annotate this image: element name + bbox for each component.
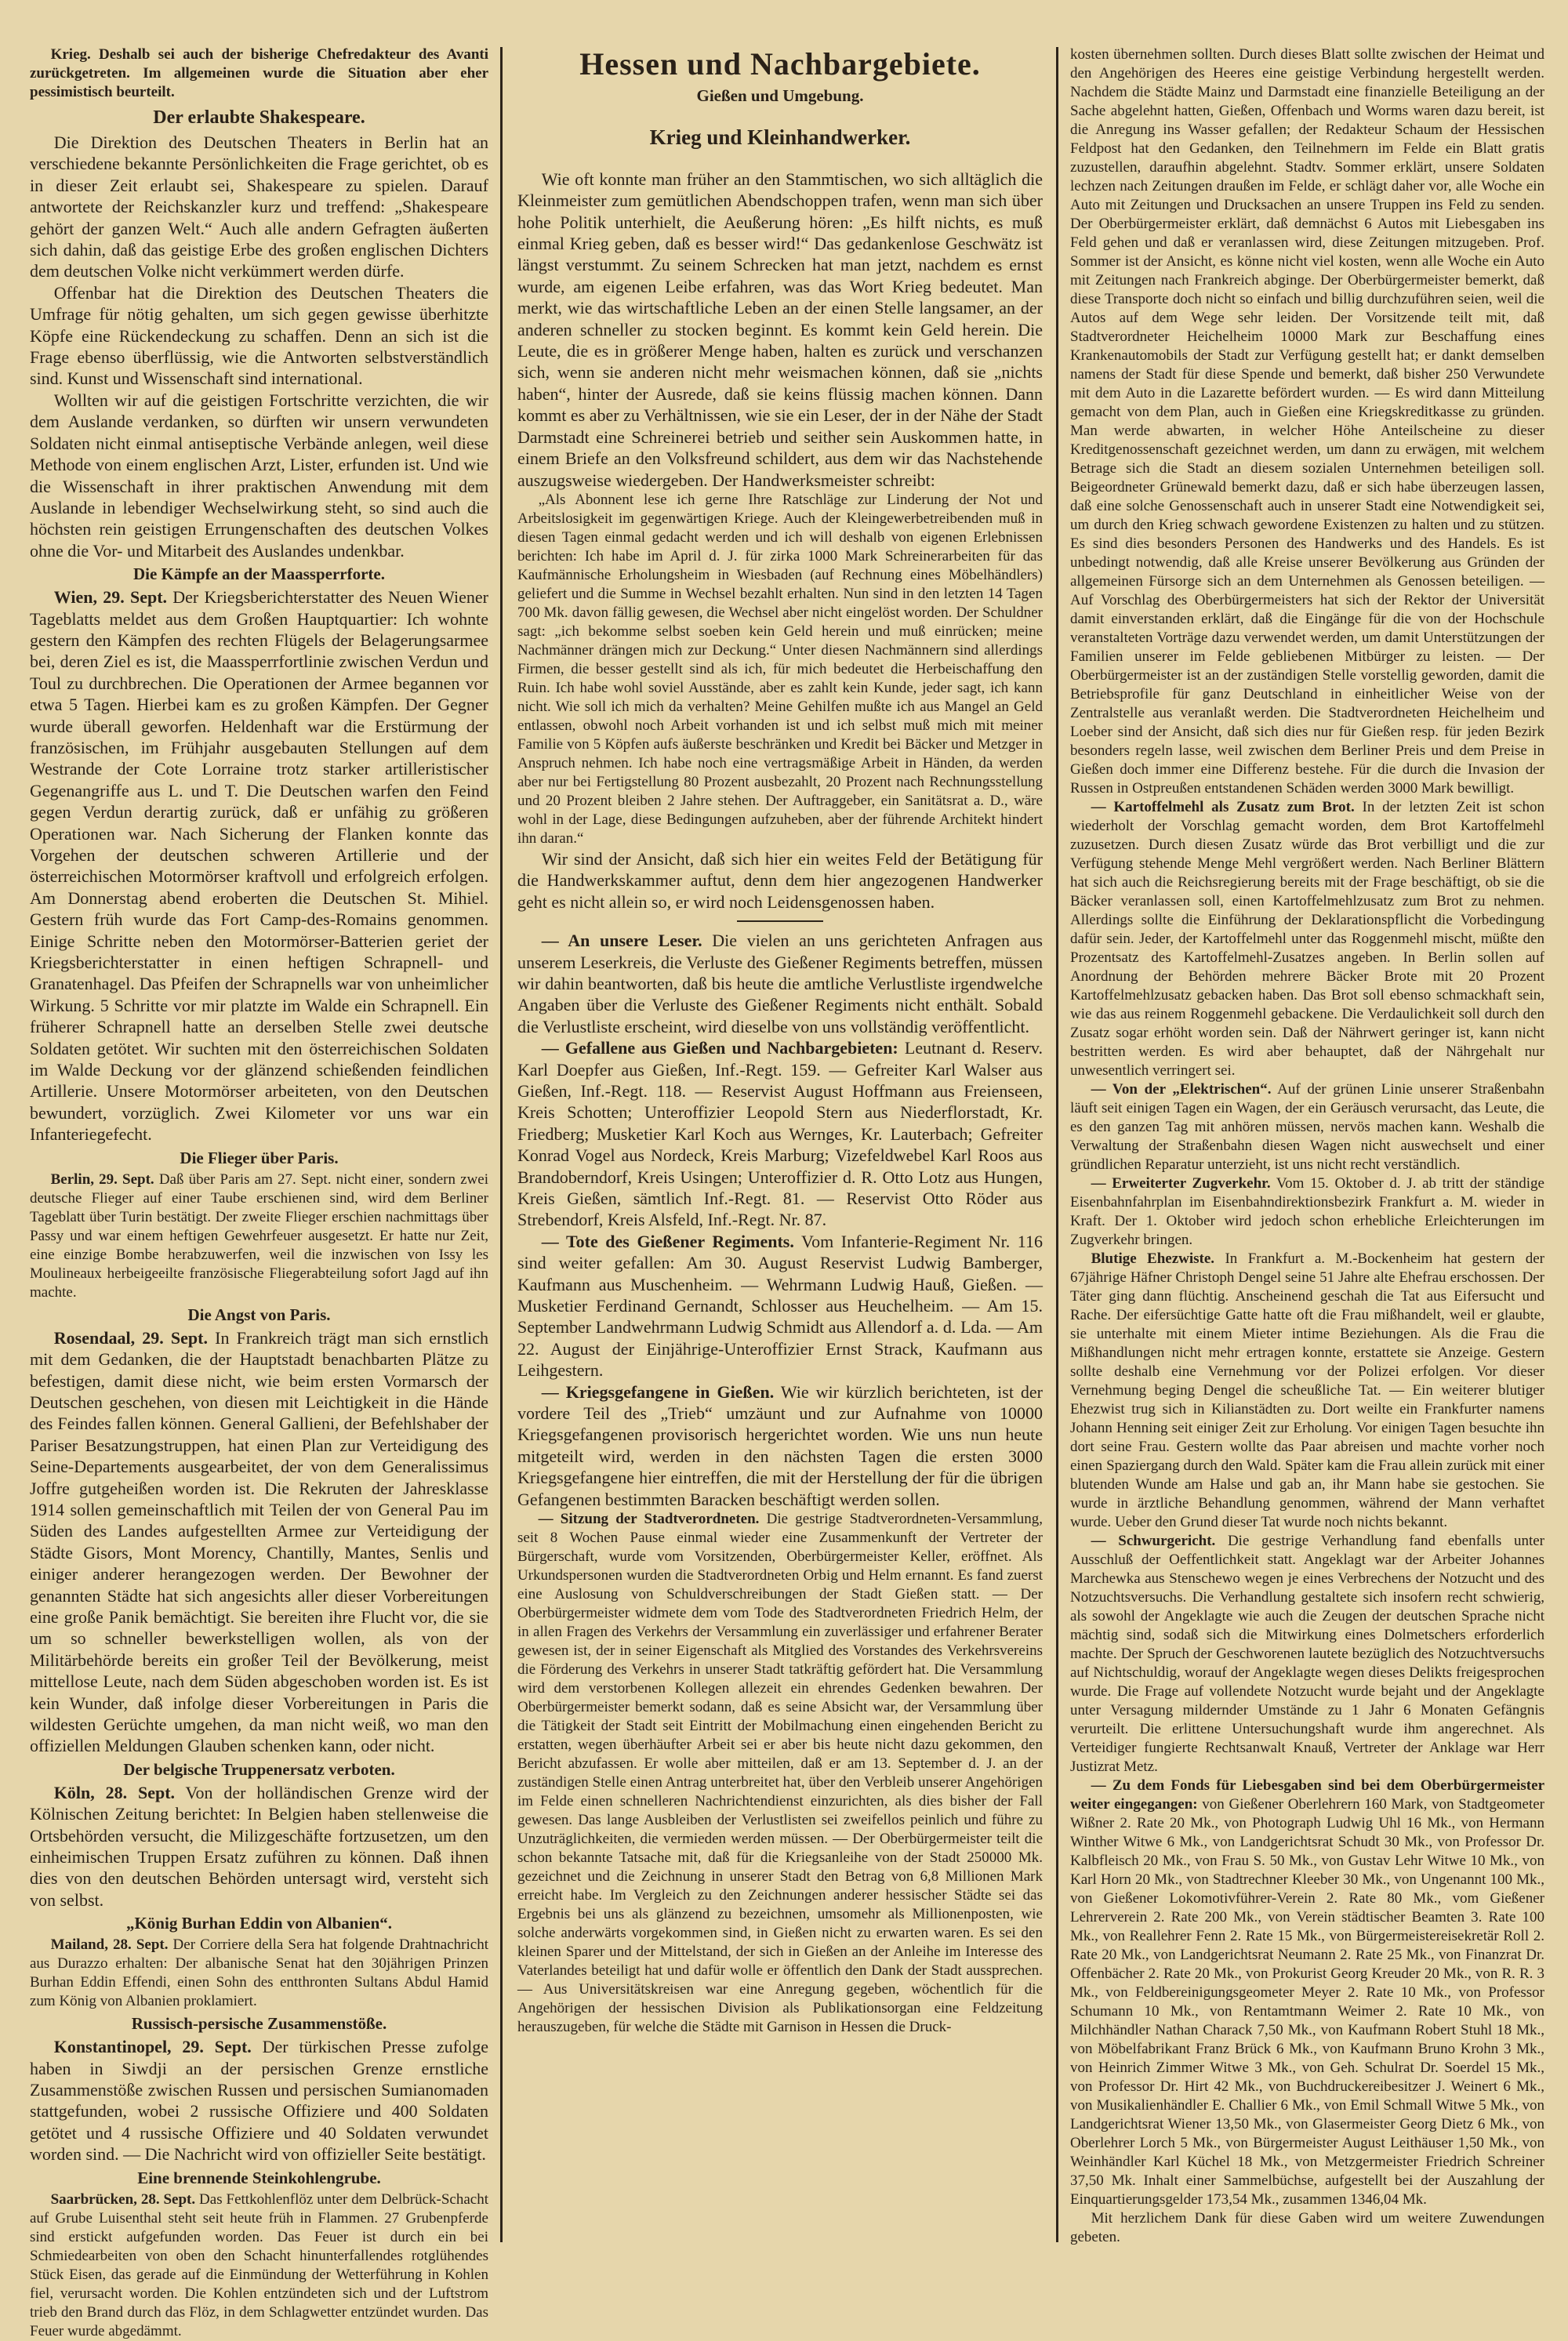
article-paragraph (1070, 1174, 1544, 1250)
article-text: Die vielen an uns gerichteten Anfragen aus unserem Leserkreis, die Verluste des Gießener Regiments betreffen, müssen wir dahin beantworten, daß bis heute die amtliche Verlustliste irgendwelche Angaben über die Verluste des Gießener Regiments nicht enthält. Sobald die Verlustliste erscheint, wird dieselbe von uns vollständig veröffentlicht. (517, 931, 1043, 1036)
article-paragraph (1070, 1777, 1544, 2209)
dateline: — Schwurgericht. (1091, 1533, 1216, 1549)
article-paragraph (517, 848, 1043, 913)
article-paragraph (30, 586, 488, 1145)
article-text: Auf der grünen Linie unserer Straßenbahn läuft seit einigen Tagen ein Wagen, der ein Geräusch verursacht, das Leute, die es den ganzen Tag mit anhören müssen, nervös machen kann. Weshalb die Verwaltung der Straßenbahn diesen Wagen nicht auswechselt und einer gründlichen Reparatur unterzieht, ist uns nicht recht verständlich. (1070, 1081, 1544, 1173)
article-text: Wie wir kürzlich berichteten, ist der vordere Teil des „Trieb“ umzäunt und zur Aufnahme von 10000 Kriegsgefangenen provisorisch hergerichtet worden. Wie uns nun heute mitgeteilt wird, werden in den nächsten Tagen die ersten 3000 Kriegsgefangene hier eintreffen, die mit der Herstellung der für die übrigen Gefangenen bestimmten Baracken beschäftigt werden sollen. (517, 1381, 1043, 1509)
article-text: Offenbar hat die Direktion des Deutschen Theaters die Umfrage für nötig gehalten, um sich gegen gewisse überhitzte Köpfe eine Rückendeckung zu schaffen. Denn an sich ist die Frage ebenso überflüssig, wie die Antworten selbstverständlich sind. Kunst und Wissenschaft sind international. (30, 282, 488, 389)
dateline: — An unsere Leser. (541, 931, 702, 951)
article-text: kosten übernehmen sollten. Durch dieses Blatt sollte zwischen der Heimat und den Angehörigen des Heeres eine geistige Verbindung hergestellt werden. Nachdem die Städte Mainz und Darmstadt eine finanzielle Beteiligung an der Sache abgelehnt hatten, Gießen, Offenbach und Worms waren dazu bereit, ist die Anregung ins Wasser gefallen; der Redakteur Schaum der Hessischen Feldpost hat den Gedanken, den Teilnehmern im Felde ein Blatt gratis zuzustellen, daraufhin abgelehnt. Stadtv. Sommer erklärt, unsere Soldaten lechzen nach Zeitungen draußen im Felde, er schlägt daher vor, alle Woche ein Auto mit Zeitungen und Drucksachen an unsere Truppen ins Feld zu senden. Der Oberbürgermeister erklärt, daß demnächst 6 Autos mit Liebesgaben ins Feld gehen und daß er veranlassen wird, diese Zeitungen mitzugeben. Prof. Sommer ist der Ansicht, es könne nicht viel kosten, wenn alle Woche ein Auto mit Zeitungen nach Frankreich abginge. Der Oberbürgermeister bemerkt, daß diese Transporte doch nicht so einfach und billig durchzuführen seien, weil die Autos auf dem Wege sehr leiden. Der Vorsitzende teilt mit, daß Stadtverordneter Heichelheim 10000 Mark zur Beschaffung eines Krankenautomobils der Stadt zur Verfügung gestellt hat; er dankt demselben namens der Stadt für diese Spende und bemerkt, daß bisher 250 Verwundete mit dem Auto in die Lazarette befördert wurden. — Es wird dann Mitteilung gemacht von dem Plan, auch in Gießen eine Kriegskreditkasse zu gründen. Man werde abwarten, in welcher Höhe Anteilscheine zu dieser Kreditgenossenschaft gezeichnet werden, um dann zu erwägen, mit welchem Betrage sich die Stadt an diesem sozialen Unternehmen beteiligen soll. Beigeordneter Grünewald bemerkt dazu, daß er sich habe überzeugen lassen, daß eine solche Genossenschaft auch in unserer Stadt eine Notwendigkeit sei, um durch den Krieg schwach gewordene Existenzen zu halten und zu stützen. Es sind dies besonders Personen des Handwerks und des Handels. Es ist unbedingt notwendig, daß alle Kreise unserer Bevölkerung aus Gründen der allgemeinen Fürsorge sich an dem Unternehmen als Genossen beteiligen. — Auf Vorschlag des Oberbürgermeisters hat sich der Rektor der Universität damit einverstanden erklärt, daß die Eingänge für die von der Hochschule veranstalteten Vorträge dazu verwendet werden, um damit Unterstützungen der Familien unserer im Felde gebliebenen Mitbürger zu leisten. — Der Oberbürgermeister ist an der zuständigen Stelle vorstellig geworden, damit die Betriebsprofile für ganz Deutschland in einheitlicher Weise von der Zentralstelle aus veranlaßt werden. Die Stadtverordneten Heichelheim und Loeber sind der Ansicht, daß sich dies nur für Gießen resp. für jeden Bezirk besonders regeln lasse, weil zwischen dem Berliner Preis und dem Preise in Gießen doch immer eine Differenz bestehe. Für die durch die Invasion der Russen in Ostpreußen entstandenen Schäden werden 3000 Mark bewilligt. (1070, 46, 1544, 797)
article-paragraph (30, 132, 488, 282)
article-text: Der erlaubte Shakespeare. (153, 107, 365, 128)
article-text: Hessen und Nachbargebiete. (579, 46, 981, 82)
dateline: Rosendaal, 29. Sept. (53, 1327, 208, 1348)
column-2 (517, 45, 1043, 2248)
article-text: Die gestrige Stadtverordneten-Versammlung, seit 8 Wochen Pause einmal wieder eine Zusammenkunft der Vertreter der Bürgerschaft, wurde vom Vorsitzenden, Oberbürgermeister Keller, eröffnet. Als Urkundspersonen wurden die Stadtverordneten Orbig und Helm ernannt. Es fand zuerst eine Auslosung von Schuldverschreibungen der Stadt Gießen statt. — Der Oberbürgermeister widmete dem vom Tode des Stadtverordneten Friedrich Helm, der in allen Fragen des Verkehrs der Versammlung ein zuverlässiger und erfahrener Berater gewesen ist, der in seiner Eigenschaft als Mitglied des Vorstandes des Verkehrsvereins die Förderung des Verkehrs in unserer Stadt tatkräftig gefördert hat. Die Versammlung wird dem verstorbenen Kollegen allezeit ein ehrendes Gedenken bewahren. Der Oberbürgermeister bemerkt sodann, daß es seine Absicht war, der Versammlung über die Tätigkeit der Stadt seit Eintritt der Mobilmachung einen eingehenden Bericht zu erstatten, wegen überhäufter Arbeit sei er aber bis heute nicht dazu gekommen, den Bericht abzufassen. Er wolle aber mitteilen, daß er am 13. September d. J. an der zuständigen Stelle einen Antrag unterbreitet hat, über den Verbleib unserer Angehörigen im Felde einen schnelleren Nachrichtendienst einzurichten, als dies bisher der Fall gewesen. Das lange Ausbleiben der Verlustlisten sei zweifellos peinlich und führe zu Unzuträglichkeiten, die vermieden werden müssen. — Der Oberbürgermeister teilt die schon bekannte Tatsache mit, daß für die Kriegsanleihe von der Stadt 250000 Mk. gezeichnet und die Zeichnung in unserer Stadt den Betrag von 6,8 Millionen Mark erreicht habe. Im Vergleich zu den Zeichnungen anderer hessischer Städte sei das Ergebnis bei uns als glänzend zu bezeichnen, umsomehr als Millionenposten, wie solche anderwärts vorgekommen sind, in Gießen nicht zu erwarten waren. Es sei den kleinen Sparer und der Mittelstand, der sich in Gießen an der Anleihe im Interesse des Vaterlandes beteiligt hat und dafür wolle er öffentlich den Dank der Stadt aussprechen. — Aus Universitätskreisen war eine Anregung gegeben, wöchentlich für die Angehörigen der hessischen Division als Publikationsorgan eine Feldzeitung herauszugeben, für welche die Städte mit Garnison in Hessen die Druck- (517, 1511, 1044, 2036)
article-text: Krieg. Deshalb sei auch der bisherige Chefredakteur des Avanti zurückgetreten. Im allgemeinen wurde die Situation aber eher pessimistisch beurteilt. (30, 46, 488, 100)
article-paragraph (517, 930, 1043, 1037)
article-paragraph (30, 282, 488, 390)
dateline: — Tote des Gießener Regiments. (541, 1231, 794, 1251)
article-text: Wir sind der Ansicht, daß sich hier ein weites Feld der Betätigung für die Handwerkskammer auftut, denn dem hier angezogenen Handwerker geht es nicht allein so, er wird noch Leidensgenossen haben. (517, 848, 1043, 912)
article-text: In Frankreich trägt man sich ernstlich mit dem Gedanken, die der Hauptstadt benachbarten Plätze zu befestigen, damit diese nicht, wie beim ersten Vormarsch der Deutschen geschehen, von diesen mit Leichtigkeit in die Hände des Feindes fallen können. General Gallieni, der Befehlshaber der Pariser Besatzungstruppen, hat einen Plan zur Verteidigung des Seine-Departements ausgearbeitet, der von dem Generalissimus Joffre gutgeheißen worden ist. Die Rekruten der Jahresklasse 1914 sollen gemeinschaftlich mit Teilen der von General Pau im Süden des Landes aufgestellten Armee zur Verteidigung der Städte Gisors, Mont Morency, Chantilly, Mantes, Senlis und einiger anderer herangezogen werden. Der Bewohner der genannten Städte hat sich angesichts aller dieser Vorbereitungen eine große Panik bemächtigt. Sie bereiten ihre Flucht vor, die sie um so schneller bewerkstelligen wollen, als von der Militärbehörde bereits ein großer Teil der Bevölkerung, meist mittellose Leute, nach dem Süden abgeschoben worden ist. Es ist kein Wunder, daß infolge dieser Vorbereitungen in Paris die wildesten Gerüchte umgehen, da man nicht weiß, wo man den offiziellen Meldungen Glauben schenken kann, oder nicht. (30, 1327, 489, 1756)
dateline: Saarbrücken, 28. Sept. (50, 2190, 196, 2208)
article-paragraph (30, 1782, 488, 1911)
article-text: Die gestrige Verhandlung fand ebenfalls unter Ausschluß der Oeffentlichkeit statt. Angeklagt war der Arbeiter Johannes Marchewka aus Stenschewo wegen je eines Verbrechens der Notzucht und des Notzuchtsversuchs. Die Verhandlung gestaltete sich insofern recht schwierig, als sowohl der Angeklagte wie auch die Zeugen der deutschen Sprache nicht mächtig sind, sodaß sich die Mitwirkung eines Dolmetschers erforderlich machte. Der Spruch der Geschworenen lautete bezüglich des Notzuchtversuchs auf Nichtschuldig, worauf der Angeklagte wegen dieses Delikts freigesprochen wurde. Die Frage auf vollendete Notzucht wurde bejaht und der Angeklagte unter Versagung mildernder Umstände zu 1 Jahr 6 Monaten Gefängnis verurteilt. Die erlittene Untersuchungshaft wurde ihm angerechnet. Als Verteidiger fungierte Rechtsanwalt Knauß, Vertreter der Anklage war Herr Justizrat Metz. (1070, 1533, 1544, 1775)
column-3 (1070, 45, 1544, 2248)
article-text: Krieg und Kleinhandwerker. (649, 125, 911, 150)
article-headline (30, 1147, 488, 1169)
article-headline (30, 2013, 488, 2034)
article-paragraph (517, 1381, 1043, 1510)
dateline: Wien, 29. Sept. (53, 587, 168, 608)
article-paragraph (30, 1936, 488, 2011)
dateline: — Kriegsgefangene in Gießen. (541, 1381, 775, 1402)
article-paragraph (30, 390, 488, 561)
article-text: Die Kämpfe an der Maassperrforte. (133, 564, 385, 584)
article-text: Der Corriere della Sera hat folgende Drahtnachricht aus Durazzo erhalten: Der albanische Senat hat den 30jährigen Prinzen Burhan Eddin Effendi, einen Sohn des entthronten Sultans Abdul Hamid zum König von Albanien proklamiert. (30, 1936, 488, 2010)
article-text: Vom 15. Oktober d. J. ab tritt der ständige Eisenbahnfahrplan im Eisenbahndirektionsbezirk Frankfurt a. M. wieder in Kraft. Der 1. Oktober wird jedoch schon erhebliche Erleichterungen im Zugverkehr bringen. (1070, 1175, 1544, 1248)
article-headline (517, 124, 1043, 151)
article-text: Mit herzlichem Dank für diese Gaben wird um weitere Zuwendungen gebeten. (1070, 2210, 1544, 2245)
section-separator (737, 920, 823, 922)
article-text: „Als Abonnent lese ich gerne Ihre Ratschläge zur Linderung der Not und Arbeitslosigkeit im gegenwärtigen Kriege. Auch der Kleingewerbetreibenden muß in diesen Tagen einmal gedacht werden und ich will deshalb von eigenen Erlebnissen berichten: Ich habe im April d. J. für zirka 1000 Mark Schreinerarbeiten für das Kaufmännische Erholungsheim in Wiesbaden (auf Rechnung eines Möbelhändlers) geliefert und die Summe in Wechsel bezahlt erhalten. Nun sind in den letzten 14 Tagen 700 Mk. davon fällig gewesen, die Wechsel aber nicht eingelöst worden. Der Schuldner sagt: „ich bekomme selbst soeben kein Geld herein und muß einrücken; meine Nachmänner drängen mich zur Deckung.“ Unter diesen Nachmännern sind allerdings Firmen, die besser gestellt sind als ich, für mich bedeutet die Herbeischaffung den Ruin. Ich habe wohl soviel Ausstände, aber es zahlt kein Kunde, jeder sagt, ich kann nicht. Wie soll ich mich da verhalten? Meine Gehilfen mußte ich aus Mangel an Geld entlassen, obwohl noch Arbeit vorhanden ist und ich selbst muß mich mit meiner Familie von 5 Köpfen aufs äußerste beschränken und Kredit bei Bäcker und Metzger in Anspruch nehmen. Ich habe noch eine vertragsmäßige Arbeit in Händen, da werden aber nur bei Fertigstellung 80 Prozent ausbezahlt, 20 Prozent nach Rechnungsstellung und 20 Prozent bleiben 2 Jahre stehen. Der Auftraggeber, ein Sanitätsrat a. D., wäre wohl in der Lage, diese Bedingungen aufzuheben, aber der führende Architekt hindert ihn daran.“ (517, 491, 1043, 847)
article-text: Wie oft konnte man früher an den Stammtischen, wo sich alltäglich die Kleinmeister zum gemütlichen Abendschoppen trafen, wenn man sich über hohe Politik unterhielt, die Aeußerung hören: „Es hilft nichts, es muß einmal Krieg geben, daß es besser wird!“ Das gedankenlose Geschwätz ist längst verstummt. Zu seinem Schrecken hat man jetzt, nachdem es ernst wurde, am eigenen Leibe erfahren, was das Wort Krieg bedeutet. Man merkt, wie das wirtschaftliche Leben an der einen Stelle langsamer, an der anderen schneller zu stocken beginnt. Es kommt kein Geld herein. Die Leute, die es in größerer Menge haben, halten es zurück und verschanzen sich, wenn sie anderen nicht mehr weismachen können, daß sie „nichts haben“, hinter der Ausrede, daß sie keins flüssig machen können. Dann kommt es aber zu Verhältnissen, wie sie ein Leser, der in der Nähe der Stadt Darmstadt eine Schreinerei betrieb und seither sein Auskommen hatte, in einem Briefe an den Volksfreund schildert, aus dem wir das Nachstehende auszugsweise wiedergeben. Der Handwerksmeister schreibt: (517, 169, 1043, 490)
article-headline (517, 85, 1043, 107)
dateline: Blutige Ehezwiste. (1091, 1250, 1215, 1267)
article-paragraph (517, 491, 1043, 848)
article-text: Der türkischen Presse zufolge haben in Siwdji an der persischen Grenze ernstliche Zusammenstöße zwischen Russen und persischen Sumianomaden stattgefunden, wobei 2 russische Offiziere und 400 Soldaten getötet und 4 russische Offiziere und 40 Soldaten verwundet worden sind. — Die Nachricht wird von offizieller Seite bestätigt. (30, 2037, 488, 2165)
article-paragraph (30, 2190, 488, 2341)
article-paragraph (1070, 1532, 1544, 1777)
dateline: Mailand, 28. Sept. (50, 1936, 169, 1954)
article-headline (30, 563, 488, 585)
article-text: Das Fettkohlenflöz unter dem Delbrück-Schacht auf Grube Luisenthal steht seit heute früh in Flammen. 27 Grubenpferde sind erstickt aufgefunden worden. Das Feuer ist durch ein bei Schmiedearbeiten von oben den Schacht hinunterfallendes rotglühendes Stück Eisen, das gerade auf die Einmündung der Wetterführung in Kohlen fiel, verursacht worden. Die Kohlen entzündeten sich und der Luftstrom trieb den Brand durch das Flöz, in dem Schlagwetter entzündet wurden. Das Feuer wurde abgedämmt. (30, 2190, 488, 2339)
dateline: — Zu dem Fonds für Liebesgaben sind bei dem Oberbürgermeister weiter eingegangen: (1070, 1777, 1544, 1813)
article-text: Russisch-persische Zusammenstöße. (131, 2014, 387, 2034)
article-headline (30, 1304, 488, 1326)
article-text: Gießen und Umgebung. (696, 86, 864, 105)
article-headline (30, 105, 488, 130)
dateline: — Gefallene aus Gießen und Nachbargebieten: (541, 1038, 898, 1058)
article-text: In der letzten Zeit ist schon wiederholt der Vorschlag gemacht worden, dem Brot Kartoffelmehl zuzusetzen. Durch diesen Zusatz würde das Brot verbilligt und die zur Verfügung stehende Menge Mehl vergrößert werden. Nach Berliner Blättern hat sich auch die Reichsregierung bereits mit der Frage beschäftigt, ob sie die Bäcker veranlassen soll, einen Kartoffelmehlzusatz zum Brot zu nehmen. Allerdings sollte die Einführung der Deklarationspflicht die Vorbedingung dafür sein. Jeder, der Kartoffelmehl unter das Roggenmehl mischt, müßte den Prozentsatz des Kartoffelmehl-Zusatzes angeben. In Berlin sollen auf Anordnung der Behörden mehrere Bäcker Brote mit 20 Prozent Kartoffelmehlzusatz gebacken haben. Das Brot soll ebenso schmackhaft sein, wie das aus reinem Roggenmehl gebackene. Die Verdaulichkeit soll durch den Zusatz sogar erhöht worden sein. Daß der Nährwert geringer ist, kann nicht bestritten werden. Es wird aber behauptet, daß der Nährgehalt nur unwesentlich verringert sei. (1070, 799, 1544, 1079)
dateline: Berlin, 29. Sept. (50, 1170, 154, 1188)
dateline: Köln, 28. Sept. (53, 1782, 176, 1802)
article-paragraph (30, 1327, 488, 1757)
dateline: — Sitzung der Stadtverordneten. (538, 1511, 760, 1528)
article-paragraph (517, 1037, 1043, 1231)
dateline: — Erweiterter Zugverkehr. (1091, 1175, 1271, 1192)
article-paragraph (517, 1510, 1043, 2037)
article-paragraph (1070, 2209, 1544, 2247)
article-text: Der belgische Truppenersatz verboten. (123, 1759, 395, 1779)
article-paragraph (1070, 798, 1544, 1080)
column-divider (1056, 47, 1058, 2242)
article-paragraph (30, 45, 488, 102)
article-paragraph (30, 1170, 488, 1302)
article-paragraph (517, 169, 1043, 491)
dateline: — Von der „Elektrischen“. (1091, 1081, 1272, 1098)
article-paragraph (517, 1231, 1043, 1381)
article-paragraph (1070, 45, 1544, 798)
dateline: — Kartoffelmehl als Zusatz zum Brot. (1091, 799, 1355, 815)
article-text: Wollten wir auf die geistigen Fortschritte verzichten, die wir dem Auslande verdanken, so dürften wir unsern verwundeten Soldaten nicht einmal antiseptische Verbände anlegen, weil diese Methode von einem englischen Arzt, Lister, erfunden ist. Und wie die Wissenschaft in ihrer praktischen Anwendung mit dem Auslande in lebendiger Wechselwirkung steht, so sind auch die höchsten rein geistigen Errungenschaften des deutschen Volkes ohne die Vor- und Mitarbeit des Auslandes undenkbar. (30, 390, 488, 561)
article-text: Vom Infanterie-Regiment Nr. 116 sind weiter gefallen: Am 30. August Reservist Ludwig Bamberger, Kaufmann aus Muschenheim. — Wehrmann Ludwig Hauß, Gießen. — Musketier Ferdinand Gernandt, Schlosser aus Heuchelheim. — Am 15. September Landwehrmann Ludwig Schmidt aus Allendorf a. d. Lda. — Am 22. August der Einjährige-Unteroffizier Ernst Strack, Kaufmann aus Leihgestern. (517, 1231, 1043, 1381)
article-paragraph (1070, 1080, 1544, 1174)
article-headline (517, 45, 1043, 83)
article-text: In Frankfurt a. M.-Bockenheim hat gestern der 67jährige Häfner Christoph Dengel seine 51 Jahre alte Ehefrau erschossen. Der Täter ging dann flüchtig. Anscheinend geschah die Tat aus Eifersucht und Rache. Der eifersüchtige Gatte hatte oft die Frau mißhandelt, weil er glaubte, sie unterhalte mit einem Mieter intime Beziehungen. Als die Frau die Mißhandlungen nicht mehr ertragen konnte, erstattete sie Anzeige. Gestern sollte deshalb eine Vernehmung vor der Polizei erfolgen. Vor dieser Vernehmung beging Dengel die scheußliche Tat. — Ein weiterer blutiger Ehezwist trug sich in Kilianstädten zu. Dort weilte ein Frankfurter namens Johann Henning seit einiger Zeit zur Erholung. Vor einigen Tagen besuchte ihn dort seine Frau. Gestern wollte das Paar abreisen und machte vorher noch einen Spaziergang durch den Wald. Später kam die Frau allein zurück mit einer blutenden Wunde am Halse und gab an, ihr Mann habe sie gestochen. Sie wurde in ärztliche Behandlung genommen, während der Mann verhaftet wurde. Ueber den Grund dieser Tat wurde noch nichts bekannt. (1070, 1250, 1544, 1530)
article-text: Eine brennende Steinkohlengrube. (137, 2168, 381, 2187)
article-text: Die Angst von Paris. (187, 1305, 331, 1324)
article-headline (30, 2167, 488, 2189)
article-text: Von der holländischen Grenze wird der Kölnischen Zeitung berichtet: In Belgien haben stellenweise die Ortsbehörden versucht, die Milizgeschäfte fortzusetzen, um den einheimischen Truppen Ersatz zuführen zu können. Daß ihnen dies von den deutschen Behörden untersagt wird, versteht sich von selbst. (30, 1782, 488, 1910)
column-divider (500, 47, 503, 2242)
article-headline (30, 1758, 488, 1780)
article-text: Die Direktion des Deutschen Theaters in Berlin hat an verschiedene bekannte Persönlichkeiten die Frage gerichtet, ob es in dieser Zeit erlaubt sei, Shakespeare zu spielen. Darauf antwortete der Reichskanzler kurz und treffend: „Shakespeare gehört der ganzen Welt.“ Auch alle andern Gefragten äußerten sich dahin, daß das geistige Erbe des großen englischen Dichters dem deutschen Volke nicht verkümmert werden dürfe. (30, 132, 488, 281)
article-headline (30, 1912, 488, 1934)
article-text: Daß über Paris am 27. Sept. nicht einer, sondern zwei deutsche Flieger auf einer Taube erschienen sind, wird dem Berliner Tageblatt über Turin bestätigt. Der zweite Flieger erschien nachmittags über Passy und war einem heftigen Gewehrfeuer ausgesetzt. Er hatte nur Zeit, eine einzige Bombe herabzuwerfen, weil die inzwischen von Issy les Moulineaux herbeigeeilte französische Fliegerabteilung sofort Jagd auf ihn machte. (30, 1170, 488, 1301)
article-text: Der Kriegsberichterstatter des Neuen Wiener Tageblatts meldet aus dem Großen Hauptquartier: Ich wohnte gestern den Kämpfen des rechten Flügels der Belagerungsarmee bei, deren Ziel es ist, die Maassperrfortlinie zwischen Verdun und Toul zu durchbrechen. Die Operationen der Armee begannen vor etwa 5 Tagen. Hierbei kam es zu großen Kämpfen. Der Gegner wurde überall geworfen. Heldenhaft war die Erstürmung der französischen, im Frühjahr ausgebauten Stellungen auf dem Westrande der Cote Lorraine trotz starker artilleristischer Gegenangriffe aus L. und T. Die Deutschen warfen den Feind gegen Verdun derartig zurück, daß er unfähig zu größeren Operationen war. Nach Sicherung der Flanken konnte das Vorgehen der deutschen schweren Artillerie und der österreichischen Motormörser kraftvoll und erfolgreich erfolgen. Am Donnerstag abend eroberten die Deutschen St. Mihiel. Gestern früh wurde das Fort Camp-des-Romains genommen. Einige Schritte neben den Motormörser-Batterien geriet der Kriegsberichterstatter in einen heftigen Schrapnell- und Granatenhagel. Das Pfeifen der Schrapnells war von unheimlicher Wirkung. 5 Schritte vor mir platzte im Walde ein Schrapnell. Ein früherer Schrapnell hatte an derselben Stelle zwei deutsche Soldaten getötet. Wir suchten mit den österreichischen Soldaten im Walde Deckung vor der glänzend schießenden feindlichen Artillerie. Unsere Motormörser arbeiteten, von den Deutschen bewundert, vorzüglich. Zwei Kilometer vor uns war ein Infanteriegefecht. (30, 587, 488, 1145)
article-paragraph (30, 2036, 488, 2165)
article-text: Die Flieger über Paris. (180, 1148, 339, 1167)
article-text: „König Burhan Eddin von Albanien“. (125, 1914, 393, 1933)
article-text: Leutnant d. Reserv. Karl Doepfer aus Gießen, Inf.-Regt. 159. — Gefreiter Karl Walser aus Gießen, Inf.-Regt. 118. — Reservist August Hoffmann aus Freienseen, Kreis Schotten; Unteroffizier Leopold Stern aus Niederflorstadt, Kr. Friedberg; Musketier Karl Koch aus Wernges, Kr. Lauterbach; Gefreiter Konrad Vogel aus Nordeck, Kreis Marburg; Vizefeldwebel Karl Roos aus Brandoberndorf, Kreis Usingen; Unteroffizier d. R. Otto Lotz aus Hungen, Kreis Gießen, sämtlich Inf.-Regt. 81. — Reservist Otto Röder aus Strebendorf, Kreis Alsfeld, Inf.-Regt. Nr. 87. (517, 1038, 1043, 1230)
dateline: Konstantinopel, 29. Sept. (53, 2037, 252, 2057)
column-1 (30, 45, 489, 2339)
article-text: von Gießener Oberlehrern 160 Mark, von Stadtgeometer Wißner 2. Rate 20 Mk., von Photograph Ludwig Uhl 16 Mk., von Hermann Winther Witwe 6 Mk., von Landgerichtsrat Schudt 30 Mk., von Professor Dr. Kalbfleisch 20 Mk., von Frau S. 50 Mk., von Gustav Lehr Witwe 10 Mk., von Karl Horn 20 Mk., von Stadtrechner Kleeber 30 Mk., von Ungenannt 100 Mk., von Gießener Lokomotivführer-Verein 2. Rate 80 Mk., vom Gießener Lehrerverein 2. Rate 200 Mk., von Verein städtischer Beamten 3. Rate 100 Mk., von Reallehrer Fenn 2. Rate 15 Mk., von Bürgermeistereisekretär Roll 2. Rate 20 Mk., von Landgerichtsrat Neumann 2. Rate 25 Mk., von Finanzrat Dr. Offenbächer 2. Rate 20 Mk., von Prokurist Georg Kreuder 20 Mk., von R. R. 3 Mk., von Feldbereinigungsgeometer Meyer 2. Rate 10 Mk., von Professor Schumann 10 Mk., von Rentamtmann Weimer 2. Rate 10 Mk., von Milchhändler Nathan Charack 7,50 Mk., von Kaufmann Robert Stuhl 18 Mk., von Möbelfabrikant Franz Brück 6 Mk., von Kaufmann Bruno Krohn 3 Mk., von Heinrich Zimmer Witwe 3 Mk., von Geh. Schulrat Dr. Soerdel 15 Mk., von Professor Dr. Hirt 42 Mk., von Buchdruckereibesitzer J. Weinert 6 Mk., von Musikalienhändler E. Challier 6 Mk., von Emil Schmall Witwe 5 Mk., von Landgerichtsrat Wiener 13,50 Mk., von Glasermeister Georg Dietz 6 Mk., von Oberlehrer Lorch 5 Mk., von Bürgermeister August Leithäuser 1,50 Mk., von Weinhändler Karl Küchel 18 Mk., von Metzgermeister Friedrich Schreiner 37,50 Mk. Inhalt einer Sammelbüchse, aufgestellt bei der Auszahlung der Einquartierungsgelder 173,54 Mk., zusammen 1346,04 Mk. (1070, 1796, 1545, 2208)
article-paragraph (1070, 1250, 1544, 1532)
